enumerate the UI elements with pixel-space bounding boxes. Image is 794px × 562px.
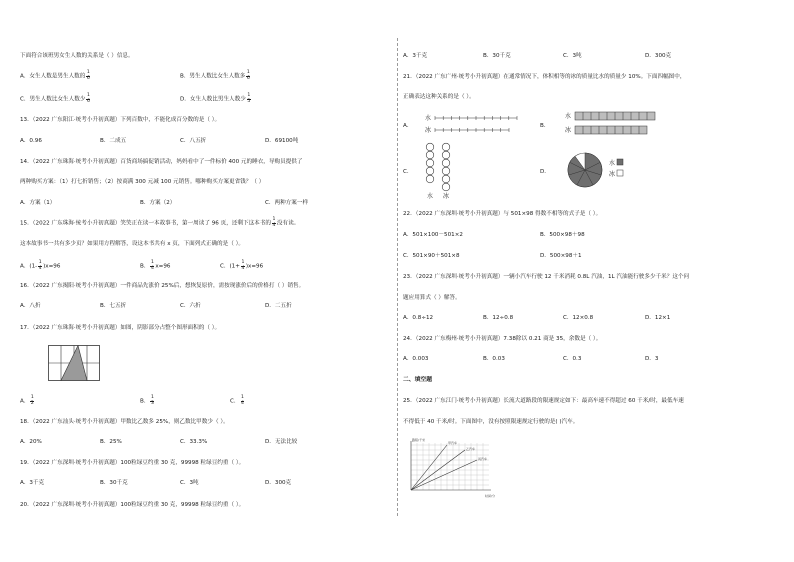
q15-option-c[interactable]: C．(1+ $\frac{1}{4}$ )x=96: [220, 260, 264, 271]
fraction: $\frac{1}{3}$: [150, 395, 154, 406]
q21-option-b[interactable]: B．: [540, 123, 550, 129]
water-label: 水: [565, 113, 572, 120]
q16-option-a[interactable]: A．八折: [20, 303, 41, 309]
q16-option-c[interactable]: C．六折: [180, 303, 201, 309]
q21-diagram-d: [565, 150, 655, 190]
q13-option-a[interactable]: A．0.96: [20, 138, 42, 144]
q24-stem: 24．（2022 广东梅州·统考小升初真题）7.38除以 0.21 商是 35，余数是（ ）。: [403, 336, 602, 342]
water-label: 水: [425, 115, 432, 122]
q12-option-c[interactable]: C．男生人数比女生人数少 $\frac{1}{6}$: [20, 93, 90, 104]
q21-diagram-a: [425, 112, 520, 136]
q18-option-a[interactable]: A．20%: [20, 439, 42, 445]
q21-stem: 21．（2022 广东广州·统考小升初真题）在通常情况下，体积相等的冰的质量比水的质量少 10%。下面四幅图中，: [403, 74, 686, 80]
ice-label: 冰: [443, 193, 450, 200]
q17-option-a[interactable]: A． $\frac{1}{2}$: [20, 395, 34, 406]
column-divider: [397, 38, 398, 516]
q19-option-d[interactable]: D．300克: [265, 480, 292, 486]
q15-option-a[interactable]: A．(1- $\frac{1}{4}$ )x=96: [20, 260, 61, 271]
q14-stem: 14．（2022 广东珠海·统考小升初真题）百货商场搞促销活动，妈妈看中了一件标价 400 元的睡衣，导购员提供了: [20, 159, 303, 165]
q15-option-b[interactable]: B． $\frac{1}{4}$ x=96: [140, 260, 171, 271]
q14-option-c[interactable]: C．两种方案一样: [265, 200, 309, 206]
q23-option-d[interactable]: D．12×1: [645, 315, 671, 321]
fraction: $\frac{1}{6}$: [246, 70, 250, 81]
ice-legend-swatch: [617, 170, 623, 176]
q18-stem: 18．（2022 广东汕头·统考小升初真题）甲数比乙数多 25%，则乙数比甲数少（ ）。: [20, 419, 229, 425]
q21-option-c[interactable]: C．: [403, 169, 413, 175]
q19-stem: 19．（2022 广东深圳·统考小升初真题）100粒绿豆约重 30 克，99998 粒绿豆约重（ ）。: [20, 460, 245, 466]
fraction: $\frac{1}{4}$: [150, 260, 154, 271]
fraction: $\frac{1}{4}$: [241, 395, 244, 406]
q14-option-b[interactable]: B．方案（2）: [140, 200, 176, 206]
q18-option-d[interactable]: D．无法比较: [265, 439, 298, 445]
q21-option-a[interactable]: A．: [403, 123, 413, 129]
q21-diagram-b: [565, 110, 657, 138]
q13-option-b[interactable]: B．二成五: [100, 138, 127, 144]
fraction: $\frac{1}{2}$: [30, 395, 34, 406]
q15-stem-2: 这本故事书一共有多少页？如果用方程解答，设这本书共有 x 页，下面列式正确的是（ ）。: [20, 241, 245, 247]
q21-diagram-c: [420, 142, 460, 202]
q18-option-b[interactable]: B．25%: [100, 439, 122, 445]
q16-option-b[interactable]: B．七五折: [100, 303, 127, 309]
section-title-fill-blank: 二、填空题: [403, 377, 432, 383]
q19-option-a[interactable]: A．3千克: [20, 480, 45, 486]
q20-option-b[interactable]: B．30千克: [483, 53, 511, 59]
car-c-label: 丙汽车: [478, 457, 488, 461]
q22-option-b[interactable]: B．500×98＋98: [540, 232, 585, 238]
q12-option-a[interactable]: A．女生人数是男生人数的 $\frac{1}{6}$: [20, 70, 90, 81]
q19-option-c[interactable]: C．3吨: [180, 480, 199, 486]
q17-option-c[interactable]: C． $\frac{1}{4}$: [230, 395, 244, 406]
q19-option-b[interactable]: B．30千克: [100, 480, 128, 486]
q18-option-c[interactable]: C．33.3%: [180, 439, 208, 445]
ice-label: 冰: [565, 127, 572, 134]
q17-stem: 17．（2022 广东珠海·统考小升初真题）如图，阴影部分占整个图形面积的（ ）。: [20, 325, 221, 331]
q23-option-b[interactable]: B．12÷0.8: [483, 315, 514, 321]
q22-option-d[interactable]: D．500×98＋1: [540, 253, 582, 259]
water-legend-swatch: [617, 159, 623, 165]
q14-stem-2: 两种购买方案：（1）打七折销售；（2）按商满 300 元减 100 元销售。哪种购买方案更省钱？（ ）: [20, 179, 265, 185]
q21-stem-2: 正确表达这种关系的是（ ）。: [403, 94, 475, 100]
q13-option-c[interactable]: C．八五折: [180, 138, 207, 144]
q16-stem: 16．（2022 广东揭阳·统考小升初真题）一件商品先涨价 25%后，想恢复原价，需按现涨价后的价格打（ ）销售。: [20, 283, 305, 289]
q25-distance-time-graph: [403, 437, 498, 499]
q24-option-a[interactable]: A．0.003: [403, 356, 429, 362]
q22-stem: 22．（2022 广东深圳·统考小升初真题）与 501×98 得数不相等的式子是（ ）。: [403, 211, 602, 217]
ice-legend-label: 冰: [609, 171, 616, 178]
q17-option-b[interactable]: B． $\frac{1}{3}$: [140, 395, 154, 406]
q17-shaded-figure: [48, 345, 100, 381]
fraction: $\frac{1}{4}$: [272, 217, 276, 228]
q20-stem: 20．（2022 广东深圳·统考小升初真题）100粒绿豆约重 30 克，99998 粒绿豆约重（ ）。: [20, 502, 245, 508]
q16-option-d[interactable]: D．二五折: [265, 303, 292, 309]
fraction: $\frac{1}{5}$: [247, 93, 251, 104]
q12-stem: 下面符合该班男女生人数的关系是（ ）信息。: [20, 53, 134, 59]
water-label: 水: [427, 193, 434, 200]
q20-option-a[interactable]: A．3千克: [403, 53, 428, 59]
q20-option-d[interactable]: D．300克: [645, 53, 672, 59]
q12-option-d[interactable]: D．女生人数比男生人数少 $\frac{1}{5}$: [180, 93, 251, 104]
ice-label: 冰: [425, 127, 432, 134]
water-legend-label: 水: [609, 160, 616, 167]
q15-stem: 15．（2022 广东珠海·统考小升初真题）笑笑正在读一本故事书，第一周读了 96 页，还剩下这本书的 $\frac{1}{4}$ 没有读。: [20, 217, 300, 228]
q23-option-a[interactable]: A．0.8÷12: [403, 315, 434, 321]
q25-stem: 25．（2022 广东江门·统考小升初真题）长流大道路段的限速规定如下：最高车速不得超过 60 千米/时，最低车速: [403, 398, 684, 404]
q14-option-a[interactable]: A．方案（1）: [20, 200, 56, 206]
q13-option-d[interactable]: D．69100吨: [265, 138, 299, 144]
q25-stem-2: 不得低于 40 千米/时。下面图中，没有按照限速规定行驶的是( )汽车。: [403, 419, 579, 425]
q13-stem: 13．（2022 广东阳江·统考小升初真题）下列百数中，不能化成百分数的是（ ）。: [20, 117, 221, 123]
q23-stem: 23．（2022 广东深圳·统考小升初真题）一辆小汽车行驶 12 千米消耗 0.8L 汽油，1L 汽油能行驶多少千米？这个问: [403, 274, 690, 280]
q22-option-c[interactable]: C．501×90＋501×8: [403, 253, 460, 259]
q23-option-c[interactable]: C．12×0.8: [563, 315, 594, 321]
q21-option-d[interactable]: D．: [540, 169, 550, 175]
car-b-label: 乙汽车: [466, 447, 476, 451]
car-a-label: 甲汽车: [448, 441, 458, 445]
fraction: $\frac{1}{6}$: [86, 70, 90, 81]
q24-option-c[interactable]: C．0.3: [563, 356, 582, 362]
q22-option-a[interactable]: A．501×100－501×2: [403, 232, 463, 238]
fraction: $\frac{1}{6}$: [86, 93, 90, 104]
q23-stem-2: 题应用算式（ ）解答。: [403, 295, 461, 301]
x-axis-label: 时间/分: [485, 494, 496, 498]
q12-option-b[interactable]: B．男生人数比女生人数多 $\frac{1}{6}$: [180, 70, 250, 81]
fraction: $\frac{1}{4}$: [241, 260, 245, 271]
fraction: $\frac{1}{4}$: [38, 260, 42, 271]
q24-option-d[interactable]: D．3: [645, 356, 659, 362]
q20-option-c[interactable]: C．3吨: [563, 53, 582, 59]
y-axis-label: 路程/千米: [412, 438, 426, 442]
q24-option-b[interactable]: B．0.03: [483, 356, 505, 362]
